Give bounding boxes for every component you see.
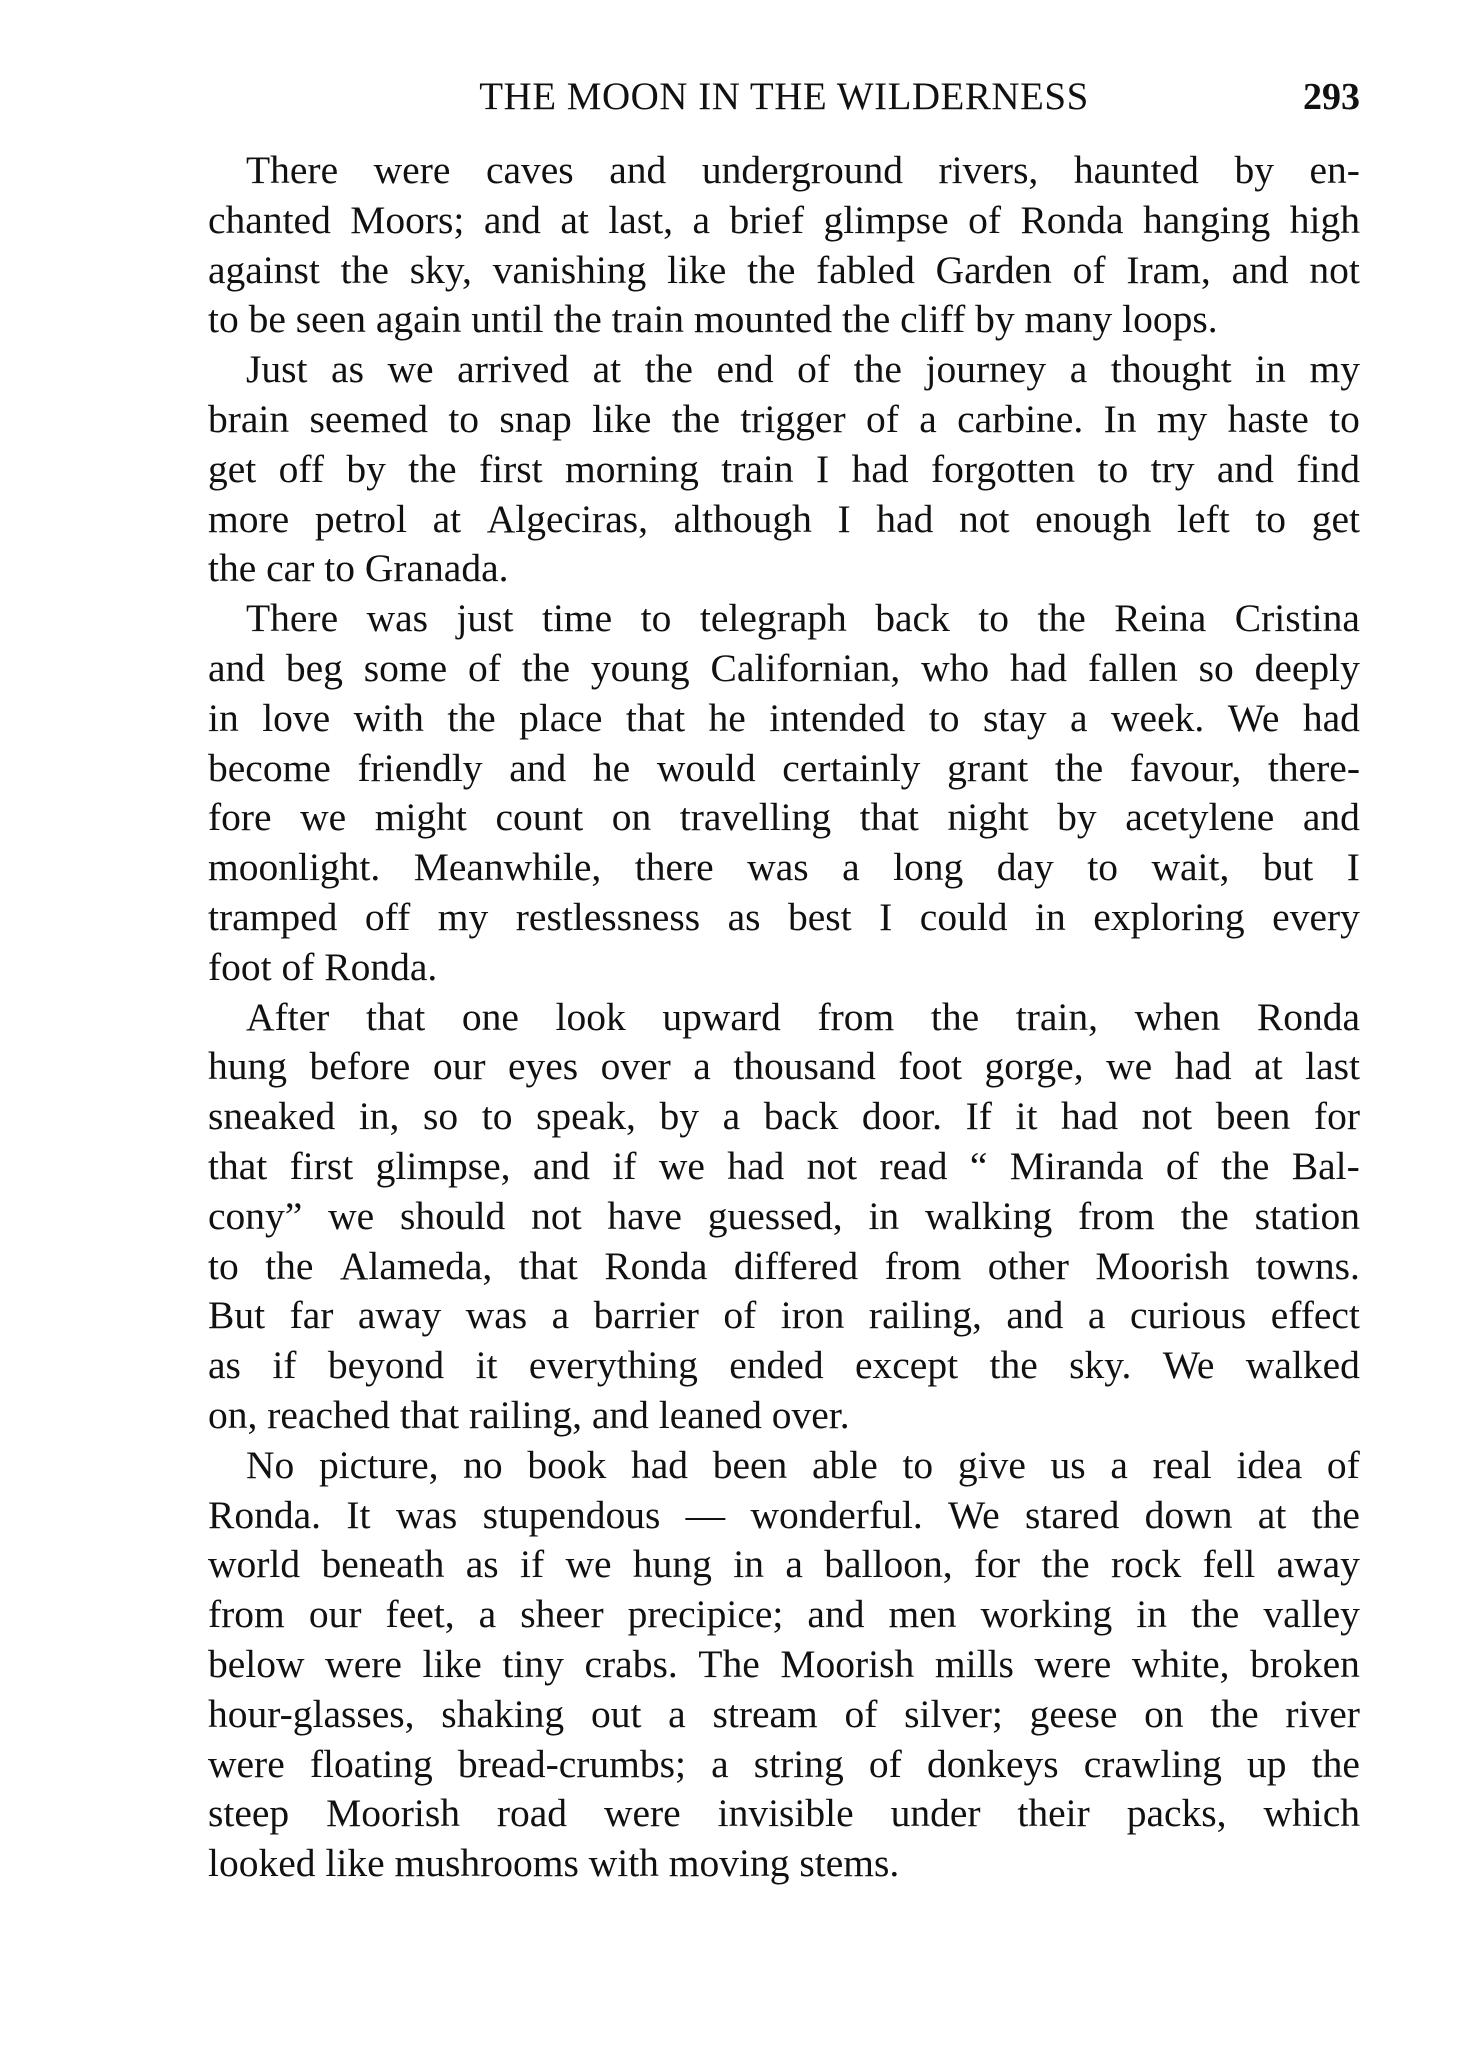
text-line: No picture, no book had been able to give us a real idea of bbox=[246, 1442, 1360, 1487]
text-line: Ronda. It was stupendous — wonderful. We stared down at the bbox=[208, 1492, 1360, 1537]
text-line: chanted Moors; and at last, a brief glimpse of Ronda hanging high bbox=[208, 197, 1360, 242]
text-line: to the Alameda, that Ronda differed from other Moorish towns. bbox=[208, 1243, 1360, 1288]
text-line: become friendly and he would certainly grant the favour, there- bbox=[208, 745, 1360, 790]
text-line: moonlight. Meanwhile, there was a long day to wait, but I bbox=[208, 845, 1360, 890]
running-title: THE MOON IN THE WILDERNESS bbox=[479, 75, 1089, 118]
text-line: foot of Ronda. bbox=[208, 944, 438, 989]
text-line: cony” we should not have guessed, in walking from the station bbox=[208, 1193, 1360, 1238]
text-line: the car to Granada. bbox=[208, 546, 509, 591]
text-line: below were like tiny crabs. The Moorish mills were white, broken bbox=[208, 1641, 1360, 1686]
text-line: against the sky, vanishing like the fabled Garden of Iram, and not bbox=[208, 247, 1360, 292]
text-line: and beg some of the young Californian, who had fallen so deeply bbox=[208, 645, 1360, 690]
text-line: as if beyond it everything ended except the sky. We walked bbox=[208, 1343, 1360, 1388]
text-line: hung before our eyes over a thousand foot gorge, we had at last bbox=[208, 1044, 1360, 1089]
page-number: 293 bbox=[1303, 76, 1360, 118]
text-line: Just as we arrived at the end of the journey a thought in my bbox=[246, 347, 1360, 392]
text-line: on, reached that railing, and leaned over. bbox=[208, 1392, 850, 1437]
text-line: were floating bread-crumbs; a string of donkeys crawling up the bbox=[208, 1741, 1360, 1786]
body-text bbox=[208, 146, 1360, 1889]
text-line: hour-glasses, shaking out a stream of silver; geese on the river bbox=[208, 1691, 1360, 1736]
text-line: But far away was a barrier of iron railing, and a curious effect bbox=[208, 1293, 1360, 1338]
text-line: After that one look upward from the train, when Ronda bbox=[246, 994, 1360, 1039]
text-line: more petrol at Algeciras, although I had not enough left to get bbox=[208, 496, 1360, 541]
text-line: world beneath as if we hung in a balloon, for the rock fell away bbox=[208, 1542, 1360, 1587]
text-line: tramped off my restlessness as best I could in exploring every bbox=[208, 894, 1360, 939]
paragraph bbox=[208, 1441, 1360, 1889]
paragraph bbox=[208, 993, 1360, 1441]
running-head bbox=[208, 72, 1360, 122]
text-line: in love with the place that he intended to stay a week. We had bbox=[208, 695, 1360, 740]
text-line: brain seemed to snap like the trigger of a carbine. In my haste to bbox=[208, 396, 1360, 441]
text-line: that first glimpse, and if we had not read “ Miranda of the Bal- bbox=[208, 1143, 1360, 1188]
text-line: get off by the first morning train I had forgotten to try and find bbox=[208, 446, 1360, 491]
paragraph bbox=[208, 146, 1360, 345]
text-line: looked like mushrooms with moving stems. bbox=[208, 1841, 900, 1886]
text-line: fore we might count on travelling that night by acetylene and bbox=[208, 795, 1360, 840]
text-line: from our feet, a sheer precipice; and men working in the valley bbox=[208, 1592, 1360, 1637]
text-line: to be seen again until the train mounted the cliff by many loops. bbox=[208, 297, 1218, 342]
text-line: There was just time to telegraph back to the Reina Cristina bbox=[246, 596, 1360, 641]
text-line: There were caves and underground rivers, haunted by en- bbox=[246, 148, 1360, 192]
paragraph bbox=[208, 594, 1360, 992]
text-line: sneaked in, so to speak, by a back door. If it had not been for bbox=[208, 1094, 1360, 1139]
text-line: steep Moorish road were invisible under their packs, which bbox=[208, 1791, 1360, 1836]
paragraph bbox=[208, 345, 1360, 594]
